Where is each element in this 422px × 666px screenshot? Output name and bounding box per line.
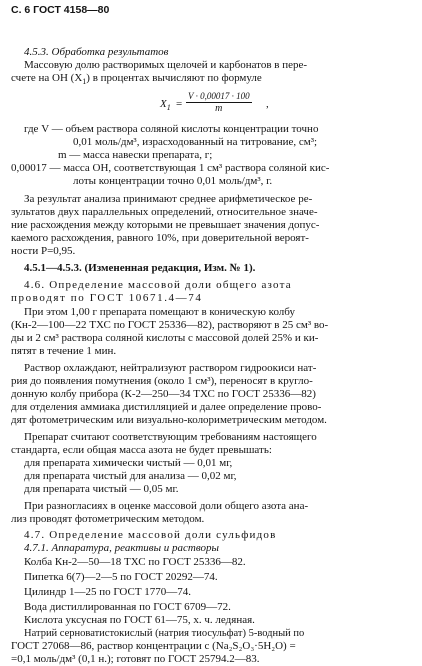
paragraph-line: Натрий серноватистокислый (натрия тиосульфат) 5-водный по — [24, 628, 305, 639]
list-item: для препарата чистый для анализа — 0,02 мг, — [24, 470, 237, 482]
paragraph-line: для отделения аммиака дистилляцией и далее определение прово- — [11, 401, 322, 413]
definition-line: 0,01 моль/дм³, израсходованный на титрование, см³; — [73, 136, 318, 148]
list-item: Цилиндр 1—25 по ГОСТ 1770—74. — [24, 586, 192, 598]
text-run: ) в процентах вычисляют по формуле — [86, 72, 262, 84]
paragraph-line: дят фотометрическим или визуально-колориметрическим методом. — [11, 414, 327, 426]
list-item: Кислота уксусная по ГОСТ 61—75, х. ч. ледяная. — [24, 614, 255, 626]
paragraph-line: =0,1 моль/дм³ (0,1 н.); готовят по ГОСТ 25794.2—83. — [11, 653, 260, 665]
list-item: для препарата химически чистый — 0,01 мг, — [24, 457, 233, 469]
list-item: для препарата чистый — 0,05 мг. — [24, 483, 179, 495]
amendment-note: 4.5.1—4.5.3. (Измененная редакция, Изм. № 1). — [24, 262, 256, 274]
paragraph-line: За результат анализа принимают среднее арифметическое ре- — [24, 193, 313, 205]
definition-line: 0,00017 — масса ОН, соответствующая 1 см³ раствора соляной кис- — [11, 162, 330, 174]
paragraph-line: ды и 2 см³ раствора соляной кислоты с массовой долей 25% и ки- — [11, 332, 319, 344]
paragraph-line: ние расхождения между которыми не превышает значения допус- — [11, 219, 320, 231]
paragraph-line: (Кн-2—100—22 ТХС по ГОСТ 25336—82), растворяют в 25 см³ во- — [11, 319, 329, 331]
formula-variable: X — [160, 98, 167, 110]
paragraph-line: донную колбу прибора (К-2—250—34 ТХС по ГОСТ 25336—82) — [11, 388, 316, 400]
formula-subscript: 1 — [166, 103, 171, 113]
list-item: Пипетка 6(7)—2—5 по ГОСТ 20292—74. — [24, 571, 218, 583]
paragraph-line: стандарта, если общая масса азота не будет превышать: — [11, 444, 272, 456]
paragraph-line: При этом 1,00 г препарата помещают в коническую колбу — [24, 306, 295, 318]
section-heading-4-6-cont: проводят по ГОСТ 10671.4—74 — [11, 292, 203, 304]
paragraph-line: лиз проводят фотометрическим методом. — [11, 513, 205, 525]
paragraph-line: Препарат считают соответствующим требованиям настоящего — [24, 431, 317, 443]
formula — [160, 88, 280, 122]
subsection-heading-4-7-1: 4.7.1. Аппаратура, реактивы и растворы — [24, 542, 219, 554]
paragraph-line — [11, 72, 262, 88]
formula-lhs — [160, 98, 171, 114]
text-run: счете на ОН (X — [11, 72, 83, 84]
paragraph-line: пятят в течение 1 мин. — [11, 345, 117, 357]
paragraph-line: При разногласиях в оценке массовой доли общего азота ана- — [24, 500, 309, 512]
paragraph-line: зультатов двух параллельных определений, относительное значе- — [11, 206, 318, 218]
section-heading-4-5-3: 4.5.3. Обработка результатов — [24, 46, 169, 58]
formula-equals: = — [176, 98, 183, 110]
paragraph-line: Раствор охлаждают, нейтрализуют раствором гидроокиси нат- — [24, 362, 317, 374]
list-item: Вода дистиллированная по ГОСТ 6709—72. — [24, 601, 231, 613]
definition-line: лоты концентрации точно 0,01 моль/дм³, г. — [73, 175, 273, 187]
paragraph-line: Массовую долю растворимых щелочей и карбонатов в пере- — [24, 59, 308, 71]
paragraph-line: рия до появления помутнения (около 1 см³), переносят в круглo- — [11, 375, 313, 387]
section-heading-4-6: 4.6. Определение массовой доли общего азота — [24, 279, 292, 291]
definition-line: m — масса навески препарата, г; — [58, 149, 213, 161]
paragraph-line: ности P=0,95. — [11, 245, 76, 257]
formula-tail: , — [266, 98, 269, 110]
section-heading-4-7: 4.7. Определение массовой доли сульфидов — [24, 529, 277, 541]
paragraph-line: ГОСТ 27068—86, раствор концентрации с (Na₂S₂O₃·5H₂O) = — [11, 640, 296, 652]
paragraph-line: каемого расхождения, равного 10%, при доверительной вероят- — [11, 232, 309, 244]
subscript: 1 — [82, 77, 87, 87]
page-header: С. 6 ГОСТ 4158—80 — [11, 4, 110, 16]
formula-fraction — [186, 91, 252, 114]
list-item: Колба Кн-2—50—18 ТХС по ГОСТ 25336—82. — [24, 556, 246, 568]
definition-line: где V — объем раствора соляной кислоты концентрации точно — [24, 123, 319, 135]
formula-denominator: m — [215, 103, 223, 114]
formula-numerator: V · 0,00017 · 100 — [188, 91, 250, 101]
